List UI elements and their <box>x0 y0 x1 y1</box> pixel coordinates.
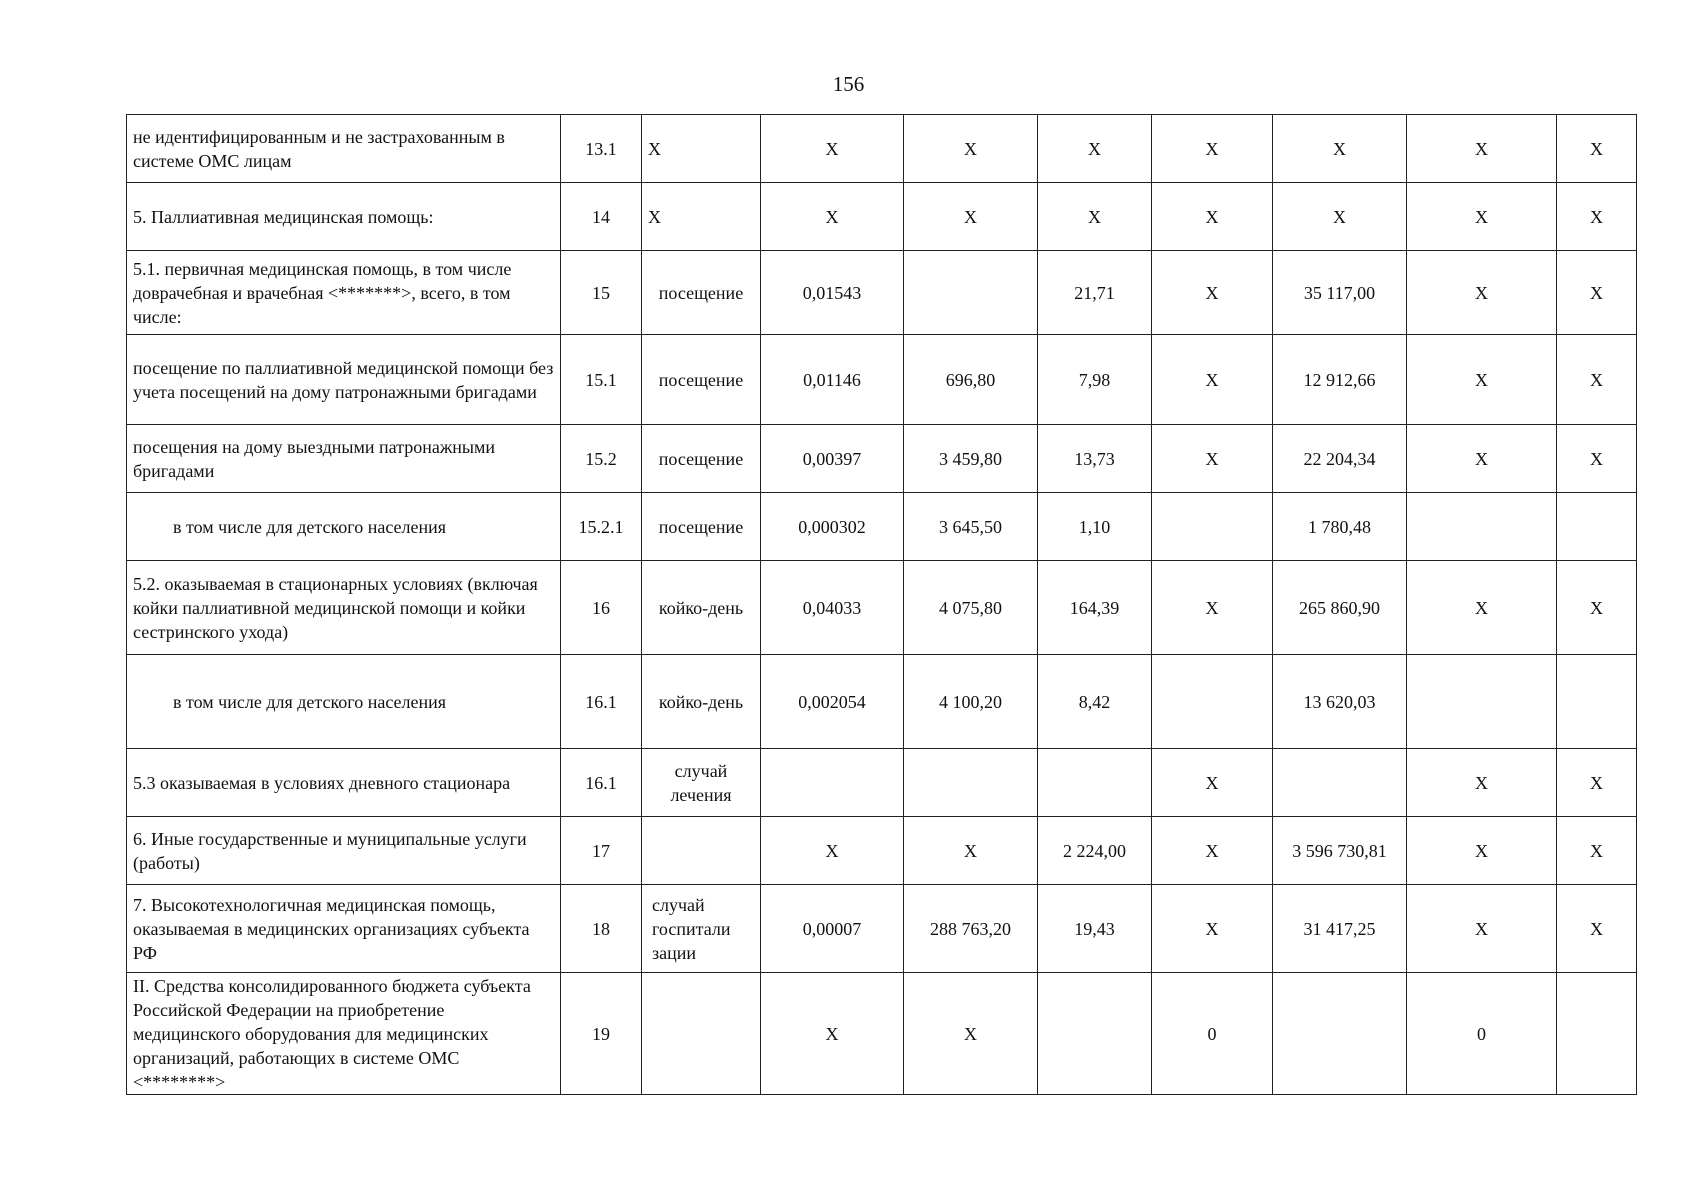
table-row <box>127 493 1637 561</box>
row-name: 5.1. первичная медицинская помощь, в том числе доврачебная и врачебная <*******>, всего, в том числе: <box>127 251 561 335</box>
row-unit <box>642 817 761 885</box>
cell-oms-per-capita: 0 <box>1152 973 1273 1095</box>
cell-oms-per-capita: Х <box>1152 885 1273 973</box>
cell-oms-total: 0 <box>1407 973 1557 1095</box>
row-unit: посещение <box>642 251 761 335</box>
cell-percent: Х <box>1557 885 1637 973</box>
cell-cost: Х <box>904 183 1038 251</box>
cell-percent: Х <box>1557 183 1637 251</box>
row-unit: посещение <box>642 493 761 561</box>
cell-percent: Х <box>1557 561 1637 655</box>
table-row <box>127 973 1637 1095</box>
row-number: 16 <box>561 561 642 655</box>
cell-budget-total: 265 860,90 <box>1273 561 1407 655</box>
table-row <box>127 749 1637 817</box>
cell-budget-per-capita: 13,73 <box>1038 425 1152 493</box>
row-unit: посещение <box>642 335 761 425</box>
cell-cost: 4 100,20 <box>904 655 1038 749</box>
cell-cost <box>904 251 1038 335</box>
cell-oms-per-capita: Х <box>1152 561 1273 655</box>
cell-percent: Х <box>1557 749 1637 817</box>
data-table <box>126 114 1637 1095</box>
cell-budget-total: 1 780,48 <box>1273 493 1407 561</box>
cell-cost: 288 763,20 <box>904 885 1038 973</box>
table-row <box>127 335 1637 425</box>
cell-oms-total: Х <box>1407 335 1557 425</box>
cell-oms-per-capita: Х <box>1152 115 1273 183</box>
cell-percent <box>1557 493 1637 561</box>
cell-percent: Х <box>1557 251 1637 335</box>
cell-cost: Х <box>904 973 1038 1095</box>
cell-percent: Х <box>1557 335 1637 425</box>
cell-budget-total: 35 117,00 <box>1273 251 1407 335</box>
cell-oms-per-capita: Х <box>1152 425 1273 493</box>
cell-volume: Х <box>761 817 904 885</box>
row-unit: случай лечения <box>642 749 761 817</box>
cell-oms-per-capita: Х <box>1152 817 1273 885</box>
cell-budget-total <box>1273 973 1407 1095</box>
row-name: посещения на дому выездными патронажными бригадами <box>127 425 561 493</box>
cell-oms-per-capita: Х <box>1152 749 1273 817</box>
cell-volume: Х <box>761 115 904 183</box>
cell-budget-total <box>1273 749 1407 817</box>
row-unit: Х <box>642 115 761 183</box>
cell-cost: Х <box>904 817 1038 885</box>
table-row <box>127 425 1637 493</box>
cell-percent: Х <box>1557 115 1637 183</box>
cell-percent: Х <box>1557 817 1637 885</box>
cell-budget-per-capita: Х <box>1038 115 1152 183</box>
row-name: посещение по паллиативной медицинской помощи без учета посещений на дому патронажными бригадами <box>127 335 561 425</box>
cell-budget-per-capita: 164,39 <box>1038 561 1152 655</box>
table-row <box>127 561 1637 655</box>
cell-budget-per-capita: 7,98 <box>1038 335 1152 425</box>
cell-percent <box>1557 655 1637 749</box>
cell-volume: 0,002054 <box>761 655 904 749</box>
cell-oms-total: Х <box>1407 115 1557 183</box>
cell-oms-total: Х <box>1407 425 1557 493</box>
cell-budget-per-capita: 8,42 <box>1038 655 1152 749</box>
table-row <box>127 183 1637 251</box>
cell-budget-total: Х <box>1273 183 1407 251</box>
cell-volume: 0,04033 <box>761 561 904 655</box>
cell-cost: 4 075,80 <box>904 561 1038 655</box>
cell-volume: 0,01543 <box>761 251 904 335</box>
cell-cost <box>904 749 1038 817</box>
cell-oms-total <box>1407 655 1557 749</box>
cell-budget-total: 13 620,03 <box>1273 655 1407 749</box>
cell-budget-per-capita <box>1038 973 1152 1095</box>
row-name: в том числе для детского населения <box>127 493 561 561</box>
row-unit: Х <box>642 183 761 251</box>
row-number: 15 <box>561 251 642 335</box>
table-row <box>127 885 1637 973</box>
cell-cost: 3 645,50 <box>904 493 1038 561</box>
row-number: 19 <box>561 973 642 1095</box>
cell-budget-per-capita: 21,71 <box>1038 251 1152 335</box>
cell-budget-per-capita: 2 224,00 <box>1038 817 1152 885</box>
row-unit <box>642 973 761 1095</box>
row-number: 15.2 <box>561 425 642 493</box>
row-unit: койко-день <box>642 561 761 655</box>
cell-oms-total: Х <box>1407 885 1557 973</box>
page-number: 156 <box>832 72 865 96</box>
cell-oms-total: Х <box>1407 183 1557 251</box>
cell-percent: Х <box>1557 425 1637 493</box>
cell-cost: Х <box>904 115 1038 183</box>
cell-oms-total: Х <box>1407 561 1557 655</box>
row-number: 14 <box>561 183 642 251</box>
cell-oms-total: Х <box>1407 251 1557 335</box>
row-unit: койко-день <box>642 655 761 749</box>
table-row <box>127 817 1637 885</box>
cell-budget-total: 12 912,66 <box>1273 335 1407 425</box>
row-name: 5.3 оказываемая в условиях дневного стационара <box>127 749 561 817</box>
cell-volume: 0,01146 <box>761 335 904 425</box>
cell-volume: Х <box>761 973 904 1095</box>
cell-budget-per-capita: 1,10 <box>1038 493 1152 561</box>
cell-budget-per-capita: 19,43 <box>1038 885 1152 973</box>
cell-budget-total: 3 596 730,81 <box>1273 817 1407 885</box>
row-number: 18 <box>561 885 642 973</box>
cell-oms-per-capita: Х <box>1152 335 1273 425</box>
cell-oms-per-capita: Х <box>1152 183 1273 251</box>
row-name: 7. Высокотехнологичная медицинская помощь, оказываемая в медицинских организациях субъекта РФ <box>127 885 561 973</box>
cell-budget-total: Х <box>1273 115 1407 183</box>
cell-volume: 0,000302 <box>761 493 904 561</box>
cell-oms-total: Х <box>1407 749 1557 817</box>
cell-oms-per-capita: Х <box>1152 251 1273 335</box>
cell-budget-per-capita <box>1038 749 1152 817</box>
cell-oms-per-capita <box>1152 655 1273 749</box>
row-number: 17 <box>561 817 642 885</box>
row-name: в том числе для детского населения <box>127 655 561 749</box>
cell-budget-total: 31 417,25 <box>1273 885 1407 973</box>
cell-oms-total: Х <box>1407 817 1557 885</box>
row-number: 16.1 <box>561 655 642 749</box>
cell-percent <box>1557 973 1637 1095</box>
table-row <box>127 115 1637 183</box>
row-number: 15.2.1 <box>561 493 642 561</box>
row-name: 5.2. оказываемая в стационарных условиях (включая койки паллиативной медицинской помощи и койки сестринского ухода) <box>127 561 561 655</box>
row-name: 6. Иные государственные и муниципальные услуги (работы) <box>127 817 561 885</box>
table-row <box>127 251 1637 335</box>
row-unit: посещение <box>642 425 761 493</box>
cell-budget-per-capita: Х <box>1038 183 1152 251</box>
row-unit: случай госпитали зации <box>642 885 761 973</box>
row-name: 5. Паллиативная медицинская помощь: <box>127 183 561 251</box>
cell-cost: 3 459,80 <box>904 425 1038 493</box>
cell-oms-per-capita <box>1152 493 1273 561</box>
row-name: II. Средства консолидированного бюджета субъекта Российской Федерации на приобретение медицинского оборудования для медицинских организаций, работающих в системе ОМС <********> <box>127 973 561 1095</box>
cell-volume <box>761 749 904 817</box>
cell-cost: 696,80 <box>904 335 1038 425</box>
row-name: не идентифицированным и не застрахованным в системе ОМС лицам <box>127 115 561 183</box>
cell-volume: 0,00007 <box>761 885 904 973</box>
row-number: 15.1 <box>561 335 642 425</box>
row-number: 16.1 <box>561 749 642 817</box>
row-number: 13.1 <box>561 115 642 183</box>
cell-oms-total <box>1407 493 1557 561</box>
cell-budget-total: 22 204,34 <box>1273 425 1407 493</box>
table-row <box>127 655 1637 749</box>
cell-volume: 0,00397 <box>761 425 904 493</box>
cell-volume: Х <box>761 183 904 251</box>
